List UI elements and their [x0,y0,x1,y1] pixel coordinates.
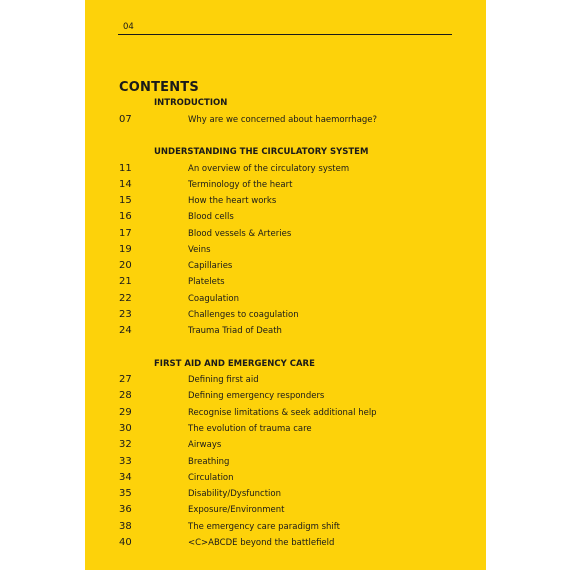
toc-entry-page: 16 [119,211,132,222]
toc-entry-page: 34 [119,472,132,483]
toc-entry-title: Disability/Dysfunction [188,489,281,499]
toc-entry[interactable] [119,325,449,338]
toc-entry[interactable] [119,293,449,306]
toc-entry[interactable] [119,488,449,501]
toc-entry-title: Exposure/Environment [188,505,285,515]
toc-entry[interactable] [119,195,449,208]
toc-entry-title: Capillaries [188,261,233,271]
toc-entry[interactable] [119,179,449,192]
toc-entry[interactable] [119,276,449,289]
contents-title: CONTENTS [119,80,199,95]
toc-entry[interactable] [119,521,449,534]
toc-entry[interactable] [119,504,449,517]
toc-entry[interactable] [119,439,449,452]
toc-entry-title: Breathing [188,457,230,467]
toc-entry-title: Recognise limitations & seek additional help [188,408,377,418]
toc-entry-page: 23 [119,309,132,320]
toc-entry-page: 30 [119,423,132,434]
toc-entry-title: Veins [188,245,211,255]
toc-entry-title: Blood vessels & Arteries [188,229,292,239]
toc-entry-page: 21 [119,276,132,287]
toc-entry-page: 38 [119,521,132,532]
toc-entry-title: Trauma Triad of Death [188,326,282,336]
toc-entry[interactable] [119,472,449,485]
toc-entry-page: 40 [119,537,132,548]
toc-entry-page: 35 [119,488,132,499]
toc-entry[interactable] [119,114,449,127]
page-number: 04 [123,22,134,32]
toc-entry[interactable] [119,423,449,436]
toc-entry[interactable] [119,390,449,403]
toc-entry-title: The emergency care paradigm shift [188,522,340,532]
toc-entry-page: 36 [119,504,132,515]
toc-entry[interactable] [119,309,449,322]
toc-entry-title: The evolution of trauma care [188,424,312,434]
toc-entry-page: 27 [119,374,132,385]
toc-entry-page: 28 [119,390,132,401]
toc-entry-title: Defining emergency responders [188,391,325,401]
toc-entry-page: 32 [119,439,132,450]
header-rule [118,34,452,35]
toc-entry-title: Coagulation [188,294,239,304]
toc-entry-page: 22 [119,293,132,304]
toc-entry-title: Terminology of the heart [188,180,293,190]
toc-entry-title: Platelets [188,277,225,287]
toc-entry-page: 14 [119,179,132,190]
toc-entry[interactable] [119,374,449,387]
section-heading-circulatory-system: UNDERSTANDING THE CIRCULATORY SYSTEM [154,147,369,157]
toc-entry-page: 17 [119,228,132,239]
document-page [85,0,486,570]
toc-entry-title: <C>ABCDE beyond the battlefield [188,538,335,548]
toc-entry[interactable] [119,537,449,550]
toc-entry[interactable] [119,456,449,469]
toc-entry[interactable] [119,260,449,273]
toc-entry[interactable] [119,407,449,420]
section-heading-first-aid: FIRST AID AND EMERGENCY CARE [154,359,315,369]
toc-entry-page: 19 [119,244,132,255]
toc-entry-title: An overview of the circulatory system [188,164,350,174]
toc-entry[interactable] [119,163,449,176]
toc-entry-page: 33 [119,456,132,467]
toc-entry-title: Airways [188,440,222,450]
toc-entry-page: 15 [119,195,132,206]
toc-entry-title: How the heart works [188,196,277,206]
toc-entry[interactable] [119,244,449,257]
toc-entry-page: 20 [119,260,132,271]
toc-entry-title: Blood cells [188,212,234,222]
toc-entry-title: Challenges to coagulation [188,310,299,320]
toc-entry[interactable] [119,228,449,241]
toc-entry[interactable] [119,211,449,224]
toc-entry-title: Circulation [188,473,234,483]
toc-entry-page: 29 [119,407,132,418]
toc-entry-page: 24 [119,325,132,336]
toc-entry-page: 07 [119,114,132,125]
toc-entry-page: 11 [119,163,132,174]
toc-entry-title: Why are we concerned about haemorrhage? [188,115,378,125]
section-heading-introduction: INTRODUCTION [154,98,228,108]
toc-entry-title: Defining first aid [188,375,259,385]
